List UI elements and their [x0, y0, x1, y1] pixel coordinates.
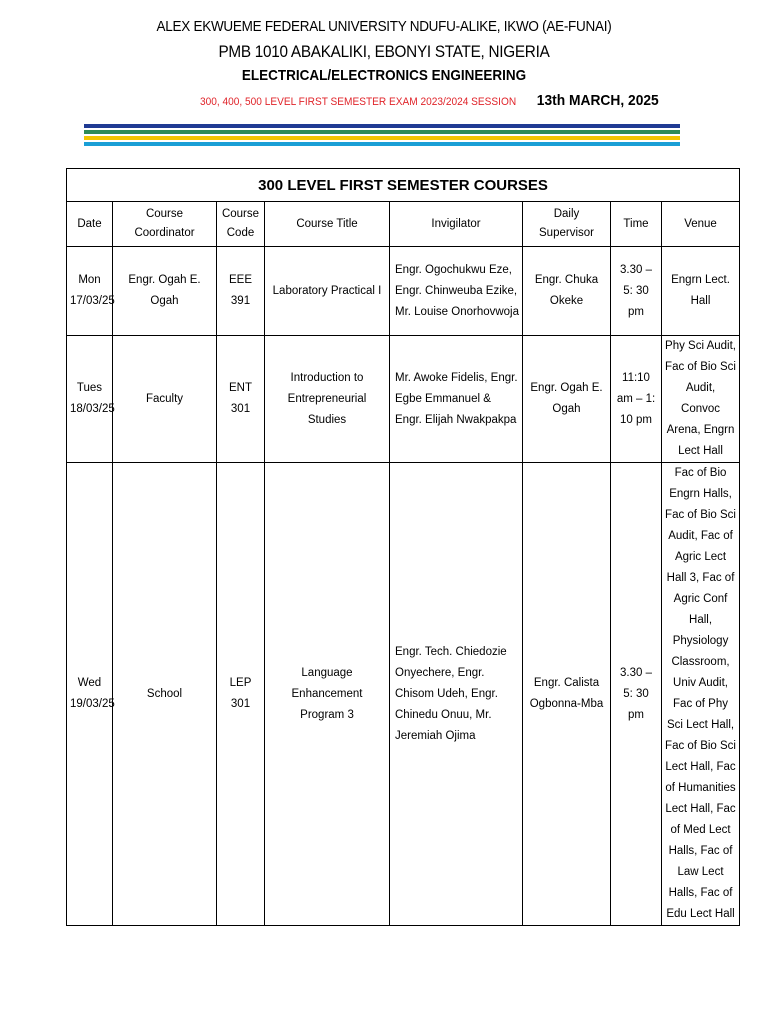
cell-invigilator: Engr. Ogochukwu Eze, Engr. Chinweuba Ezike, Mr. Louise Onorhovwoja	[390, 247, 523, 336]
cell-coordinator: Faculty	[113, 336, 217, 463]
column-header-supervisor: Daily Supervisor	[523, 202, 611, 247]
column-header-code: Course Code	[217, 202, 265, 247]
cell-time: 3.30 – 5: 30 pm	[611, 247, 662, 336]
stripe-blue	[84, 124, 680, 128]
table-title-row	[67, 169, 740, 202]
cell-venue: Fac of Bio Engrn Halls, Fac of Bio Sci Audit, Fac of Agric Lect Hall 3, Fac of Agric Conf Hall, Physiology Classroom, Univ Audit, Fac of Phy Sci Lect Hall, Fac of Bio Sci Lect Hall, Fac of Humanities Lect Hall, Fac of Med Lect Halls, Fac of Law Lect Halls, Fac of Edu Lect Hall	[662, 463, 740, 926]
cell-coordinator: School	[113, 463, 217, 926]
cell-date: Wed 19/03/25	[67, 463, 113, 926]
stripe-yellow	[84, 136, 680, 140]
university-address: PMB 1010 ABAKALIKI, EBONYI STATE, NIGERIA	[218, 42, 550, 61]
color-stripes	[84, 124, 680, 148]
column-header-date: Date	[67, 202, 113, 247]
cell-title: Introduction to Entrepreneurial Studies	[265, 336, 390, 463]
table-row	[67, 336, 740, 463]
exam-timetable	[66, 168, 740, 926]
cell-time: 11:10 am – 1: 10 pm	[611, 336, 662, 463]
cell-date: Mon 17/03/25	[67, 247, 113, 336]
university-name: ALEX EKWUEME FEDERAL UNIVERSITY NDUFU-ALIKE, IKWO (AE-FUNAI)	[156, 18, 612, 35]
cell-code: ENT 301	[217, 336, 265, 463]
table-title: 300 LEVEL FIRST SEMESTER COURSES	[67, 169, 740, 202]
table-header-row	[67, 202, 740, 247]
cell-title: Laboratory Practical I	[265, 247, 390, 336]
table-row	[67, 247, 740, 336]
document-date: 13th MARCH, 2025	[536, 92, 659, 109]
cell-venue: Engrn Lect. Hall	[662, 247, 740, 336]
cell-invigilator: Mr. Awoke Fidelis, Engr. Egbe Emmanuel & Engr. Elijah Nwakpakpa	[390, 336, 523, 463]
cell-code: LEP 301	[217, 463, 265, 926]
cell-invigilator: Engr. Tech. Chiedozie Onyechere, Engr. Chisom Udeh, Engr. Chinedu Onuu, Mr. Jeremiah Ojima	[390, 463, 523, 926]
column-header-title: Course Title	[265, 202, 390, 247]
cell-supervisor: Engr. Ogah E. Ogah	[523, 336, 611, 463]
exam-session: 300, 400, 500 LEVEL FIRST SEMESTER EXAM 2023/2024 SESSION	[200, 96, 517, 108]
cell-coordinator: Engr. Ogah E. Ogah	[113, 247, 217, 336]
cell-time: 3.30 – 5: 30 pm	[611, 463, 662, 926]
cell-date: Tues 18/03/25	[67, 336, 113, 463]
cell-venue: Phy Sci Audit, Fac of Bio Sci Audit, Convoc Arena, Engrn Lect Hall	[662, 336, 740, 463]
cell-code: EEE 391	[217, 247, 265, 336]
column-header-venue: Venue	[662, 202, 740, 247]
table-row	[67, 463, 740, 926]
stripe-lightblue	[84, 142, 680, 146]
cell-title: Language Enhancement Program 3	[265, 463, 390, 926]
column-header-coordinator: Course Coordinator	[113, 202, 217, 247]
stripe-green	[84, 130, 680, 134]
cell-supervisor: Engr. Chuka Okeke	[523, 247, 611, 336]
column-header-invigilator: Invigilator	[390, 202, 523, 247]
column-header-time: Time	[611, 202, 662, 247]
exam-session-line	[200, 92, 659, 110]
cell-supervisor: Engr. Calista Ogbonna-Mba	[523, 463, 611, 926]
department-name: ELECTRICAL/ELECTRONICS ENGINEERING	[241, 67, 527, 84]
